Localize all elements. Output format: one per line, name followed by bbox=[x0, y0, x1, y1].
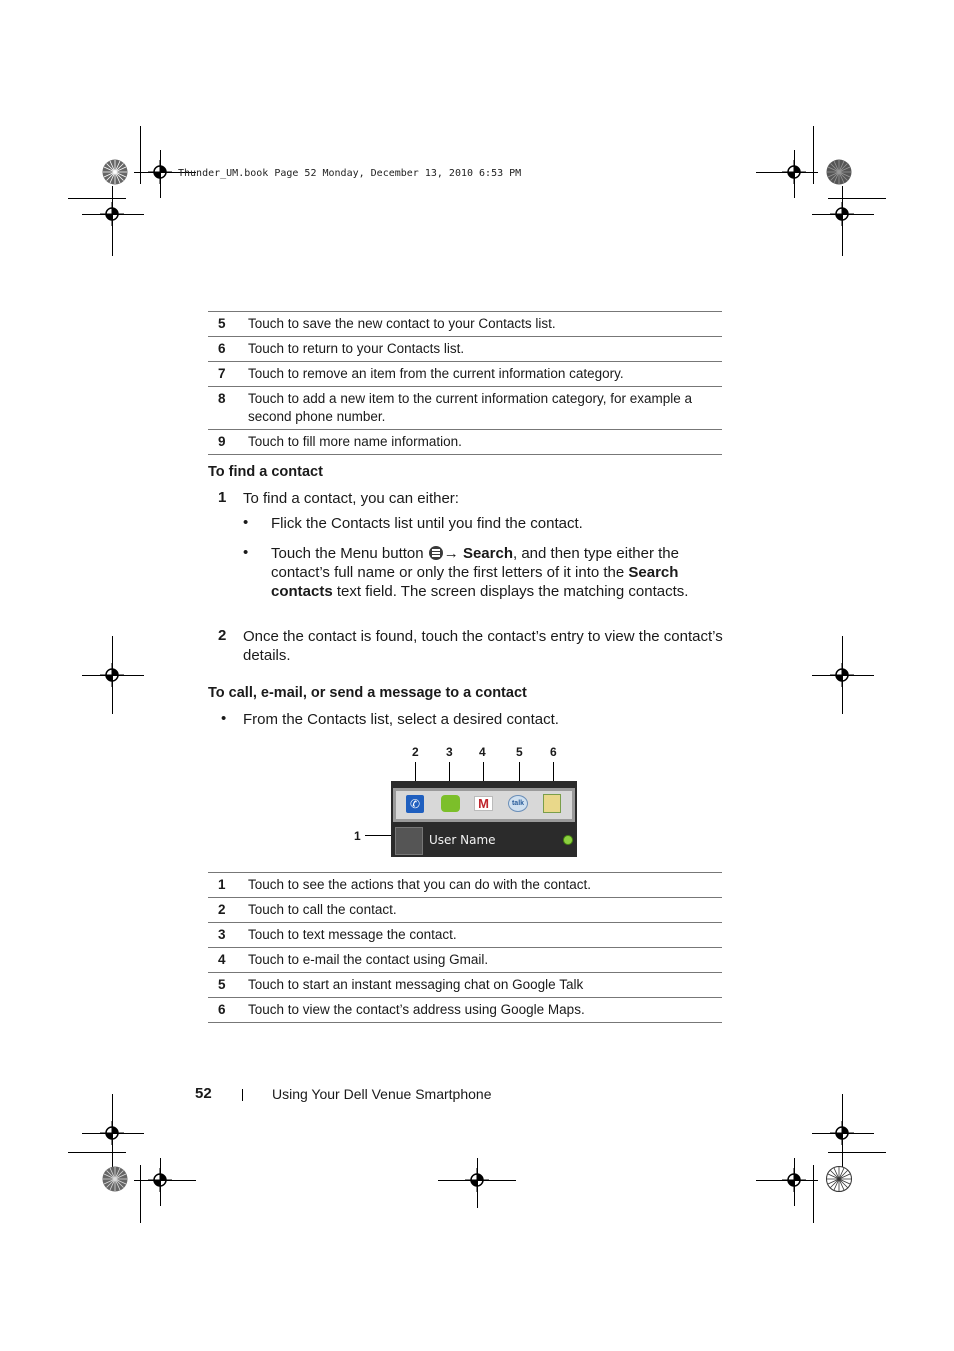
table-row bbox=[208, 923, 722, 948]
registration-mark-icon bbox=[100, 663, 124, 687]
table-row bbox=[208, 973, 722, 998]
registration-mark-icon bbox=[465, 1168, 489, 1192]
bullet-text-part: Touch the Menu button bbox=[271, 545, 428, 562]
registration-mark-icon bbox=[148, 160, 172, 184]
row-description: Touch to add a new item to the current information category, for example a second phone number. bbox=[248, 391, 692, 424]
callout-label: 6 bbox=[550, 745, 557, 759]
section-heading-call-contact: To call, e-mail, or send a message to a contact bbox=[208, 685, 527, 701]
row-description: Touch to fill more name information. bbox=[248, 434, 462, 449]
row-number: 9 bbox=[218, 434, 226, 449]
reference-table-bottom bbox=[208, 872, 722, 1023]
table-row bbox=[208, 948, 722, 973]
row-description: Touch to view the contact’s address using Google Maps. bbox=[248, 1002, 585, 1017]
starburst-mark-icon bbox=[826, 1166, 852, 1192]
row-number: 6 bbox=[218, 1002, 226, 1017]
talk-icon[interactable]: talk bbox=[508, 795, 528, 812]
table-row bbox=[208, 387, 722, 430]
registration-mark-icon bbox=[100, 1121, 124, 1145]
step-text: To find a contact, you can either: bbox=[243, 490, 459, 507]
search-label: Search bbox=[462, 545, 513, 562]
row-number: 3 bbox=[218, 927, 226, 942]
row-description: Touch to see the actions that you can do with the contact. bbox=[248, 877, 591, 892]
row-description: Touch to start an instant messaging chat on Google Talk bbox=[248, 977, 584, 992]
callout-label: 5 bbox=[516, 745, 523, 759]
row-number: 8 bbox=[218, 391, 226, 406]
registration-mark-icon bbox=[830, 663, 854, 687]
gmail-icon[interactable]: M bbox=[474, 796, 493, 811]
bullet-text-part: , and then type either the contact’s full name or only the first letters of it into the bbox=[271, 545, 679, 581]
contact-name: User Name bbox=[429, 833, 496, 847]
table-row bbox=[208, 337, 722, 362]
quick-contact-panel bbox=[391, 781, 577, 857]
bullet-symbol: • bbox=[221, 710, 227, 727]
registration-mark-icon bbox=[148, 1168, 172, 1192]
bullet-text-part: text field. The screen displays the matching contacts. bbox=[332, 583, 689, 600]
row-description: Touch to call the contact. bbox=[248, 902, 397, 917]
bullet-text: Flick the Contacts list until you find the contact. bbox=[271, 515, 583, 532]
table-row bbox=[208, 898, 722, 923]
footer-title: Using Your Dell Venue Smartphone bbox=[272, 1086, 492, 1102]
registration-mark-icon bbox=[830, 1121, 854, 1145]
book-slug-header: Thunder_UM.book Page 52 Monday, December 13, 2010 6:53 PM bbox=[178, 168, 522, 179]
starburst-mark-icon bbox=[102, 1166, 128, 1192]
row-description: Touch to e-mail the contact using Gmail. bbox=[248, 952, 489, 967]
table-row bbox=[208, 998, 722, 1023]
table-row bbox=[208, 362, 722, 387]
bullet-symbol: • bbox=[243, 514, 249, 531]
bullet-symbol: • bbox=[243, 544, 249, 561]
registration-mark-icon bbox=[782, 1168, 806, 1192]
menu-button-icon bbox=[429, 546, 443, 560]
row-number: 4 bbox=[218, 952, 226, 967]
callout-label: 4 bbox=[479, 745, 486, 759]
page-number: 52 bbox=[195, 1085, 212, 1102]
section-heading-find-contact: To find a contact bbox=[208, 464, 323, 480]
step-text: Once the contact is found, touch the contact’s entry to view the contact’s details. bbox=[243, 628, 723, 664]
starburst-mark-icon bbox=[826, 159, 852, 185]
row-description: Touch to save the new contact to your Contacts list. bbox=[248, 316, 556, 331]
reference-table-top bbox=[208, 311, 722, 455]
row-description: Touch to remove an item from the current information category. bbox=[248, 366, 624, 381]
row-description: Touch to text message the contact. bbox=[248, 927, 457, 942]
row-description: Touch to return to your Contacts list. bbox=[248, 341, 465, 356]
step-number: 2 bbox=[218, 627, 227, 644]
row-number: 5 bbox=[218, 977, 226, 992]
starburst-mark-icon bbox=[102, 159, 128, 185]
contact-avatar[interactable] bbox=[395, 827, 423, 855]
phone-icon[interactable]: ✆ bbox=[406, 795, 424, 813]
table-row bbox=[208, 430, 722, 455]
callout-label: 3 bbox=[446, 745, 453, 759]
row-number: 7 bbox=[218, 366, 226, 381]
callout-label: 1 bbox=[354, 829, 361, 843]
registration-mark-icon bbox=[100, 202, 124, 226]
row-number: 1 bbox=[218, 877, 226, 892]
search-contacts-label: Search contacts bbox=[271, 564, 679, 600]
row-number: 2 bbox=[218, 902, 226, 917]
sms-icon[interactable] bbox=[441, 795, 460, 812]
callout-label: 2 bbox=[412, 745, 419, 759]
bullet-text: From the Contacts list, select a desired contact. bbox=[243, 711, 559, 728]
presence-status-icon bbox=[563, 835, 573, 845]
maps-icon[interactable] bbox=[543, 794, 561, 813]
table-row bbox=[208, 311, 722, 337]
registration-mark-icon bbox=[830, 202, 854, 226]
step-number: 1 bbox=[218, 489, 227, 506]
bullet-text bbox=[271, 544, 723, 601]
arrow-glyph: → bbox=[443, 545, 463, 562]
row-number: 5 bbox=[218, 316, 226, 331]
row-number: 6 bbox=[218, 341, 226, 356]
table-row bbox=[208, 872, 722, 898]
registration-mark-icon bbox=[782, 160, 806, 184]
footer-divider bbox=[242, 1089, 243, 1101]
